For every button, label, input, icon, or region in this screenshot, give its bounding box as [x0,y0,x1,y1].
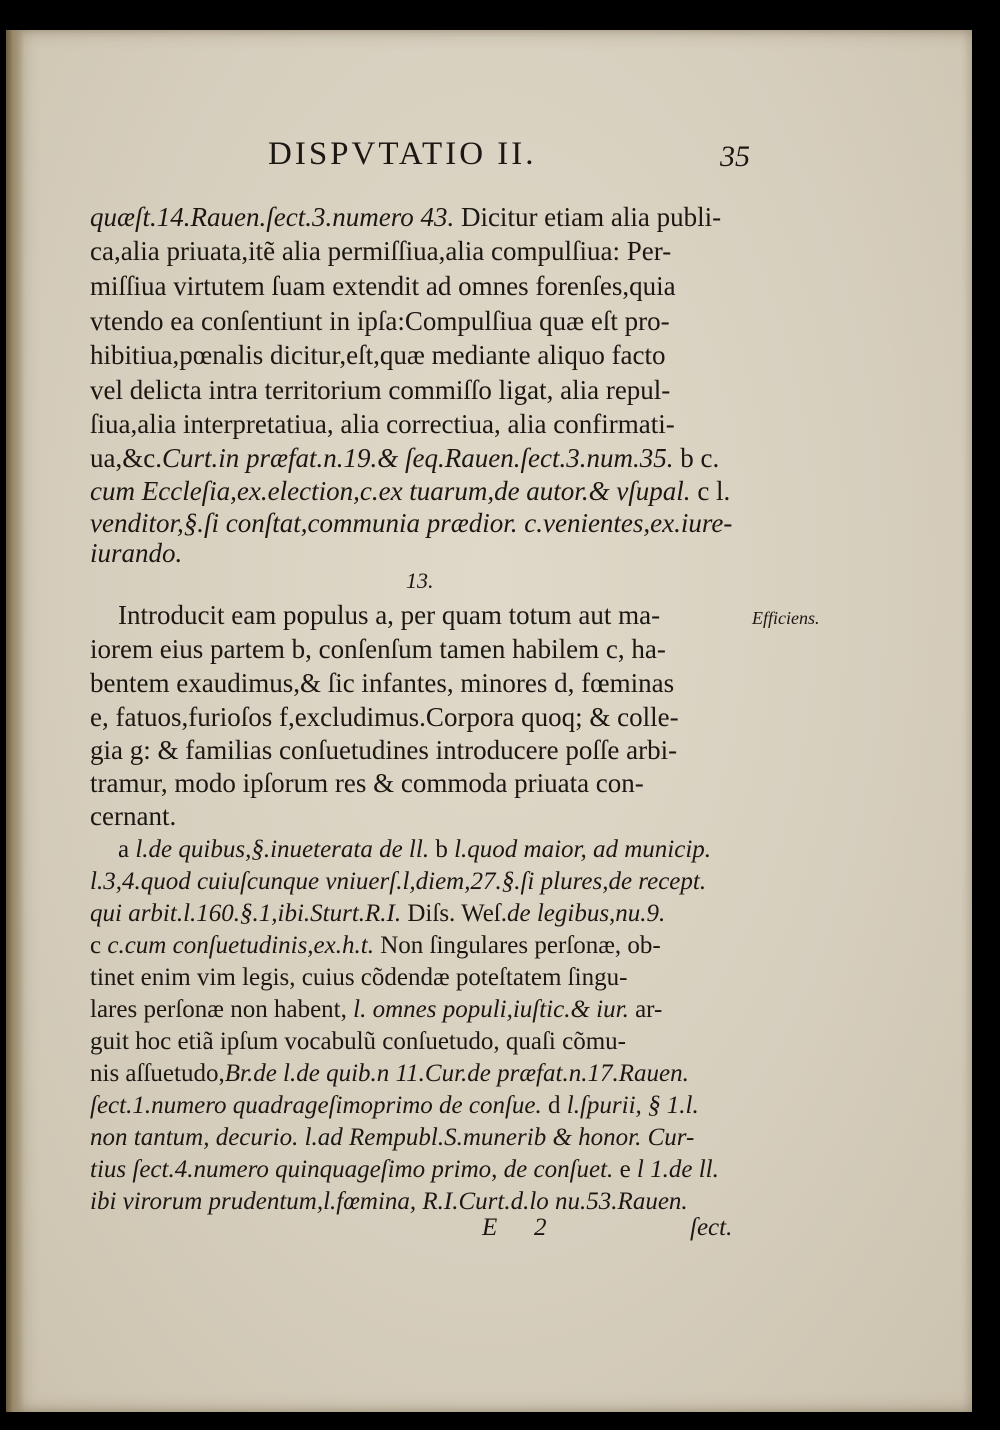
text-line: miſſiua virtutem ſuam extendit ad omnes forenſes,quia [90,271,676,301]
text-line: gia g: & familias conſuetudines introducere poſſe arbi- [90,735,678,765]
text-line: quæſt.14.Rauen.ſect.3.numero 43. Dicitur etiam alia publi- [90,202,722,232]
note-line: ſect.1.numero quadrageſimoprimo de conſue. d l.ſpurii, § 1.l. [90,1092,699,1119]
text-line: vel delicta intra territorium commiſſo ligat, alia repul- [90,375,671,405]
text-line: Introducit eam populus a, per quam totum aut ma- [118,600,661,630]
note-line: nis aſſuetudo,Br.de l.de quib.n 11.Cur.de præfat.n.17.Rauen. [90,1060,689,1087]
text-line: cum Eccleſia,ex.election,c.ex tuarum,de autor.& vſupal. c l. [90,476,731,506]
text-line: hibitiua,pœnalis dicitur,eſt,quæ mediante aliquo facto [90,340,666,370]
book-page [6,30,972,1412]
signature-mark: E [482,1214,498,1241]
text-line: tramur, modo ipſorum res & commoda priuata con- [90,768,644,798]
text-line: iurando. [90,538,183,568]
note-line: non tantum, decurio. l.ad Rempubl.S.munerib & honor. Cur- [90,1124,695,1151]
note-line: a l.de quibus,§.inueterata de ll. b l.quod maior, ad municip. [118,836,712,863]
text-line: cernant. [90,801,177,831]
margin-note: Efficiens. [752,608,820,628]
text-line: bentem exaudimus,& ſic infantes, minores d, fœminas [90,668,675,698]
note-line: c c.cum conſuetudinis,ex.h.t. Non ſingulares perſonæ, ob- [90,932,661,959]
signature-number: 2 [534,1214,547,1241]
text-line: ua,&c.Curt.in præfat.n.19.& ſeq.Rauen.ſect.3.num.35. b c. [90,443,720,473]
note-line: l.3,4.quod cuiuſcunque vniuerſ.l,diem,27.§.ſi plures,de recept. [90,868,707,895]
note-line: lares perſonæ non habent, l. omnes populi,iuſtic.& iur. ar- [90,996,663,1023]
note-line: tinet enim vim legis, cuius cõdendæ poteſtatem ſingu- [90,964,628,991]
note-line: tius ſect.4.numero quinquageſimo primo, de conſuet. e l 1.de ll. [90,1156,719,1183]
section-number: 13. [406,568,434,593]
note-line: ibi virorum prudentum,l.fœmina, R.I.Curt.d.lo nu.53.Rauen. [90,1188,688,1215]
catchword: ſect. [690,1214,733,1241]
note-line: qui arbit.l.160.§.1,ibi.Sturt.R.I. Diſs. Weſ.de legibus,nu.9. [90,900,666,927]
text-line: venditor,§.ſi conſtat,communia prædior. c.venientes,ex.iure- [90,508,733,538]
text-line: ſiua,alia interpretatiua, alia correctiua, alia confirmati- [90,409,675,439]
right-edge-border [974,32,980,1412]
running-header: DISPVTATIO II. [268,136,537,172]
text-line: ca,alia priuata,itẽ alia permiſſiua,alia compulſiua: Per- [90,236,672,266]
text-line: iorem eius partem b, conſenſum tamen habilem c, ha- [90,634,666,664]
text-line: e, fatuos,furioſos f,excludimus.Corpora quoq; & colle- [90,702,679,732]
text-line: vtendo ea conſentiunt in ipſa:Compulſiua quæ eſt pro- [90,306,670,336]
page-gutter-shadow [6,30,24,1412]
page-number: 35 [720,140,750,173]
note-line: guit hoc etiã ipſum vocabulũ conſuetudo, quaſi cõmu- [90,1028,626,1055]
